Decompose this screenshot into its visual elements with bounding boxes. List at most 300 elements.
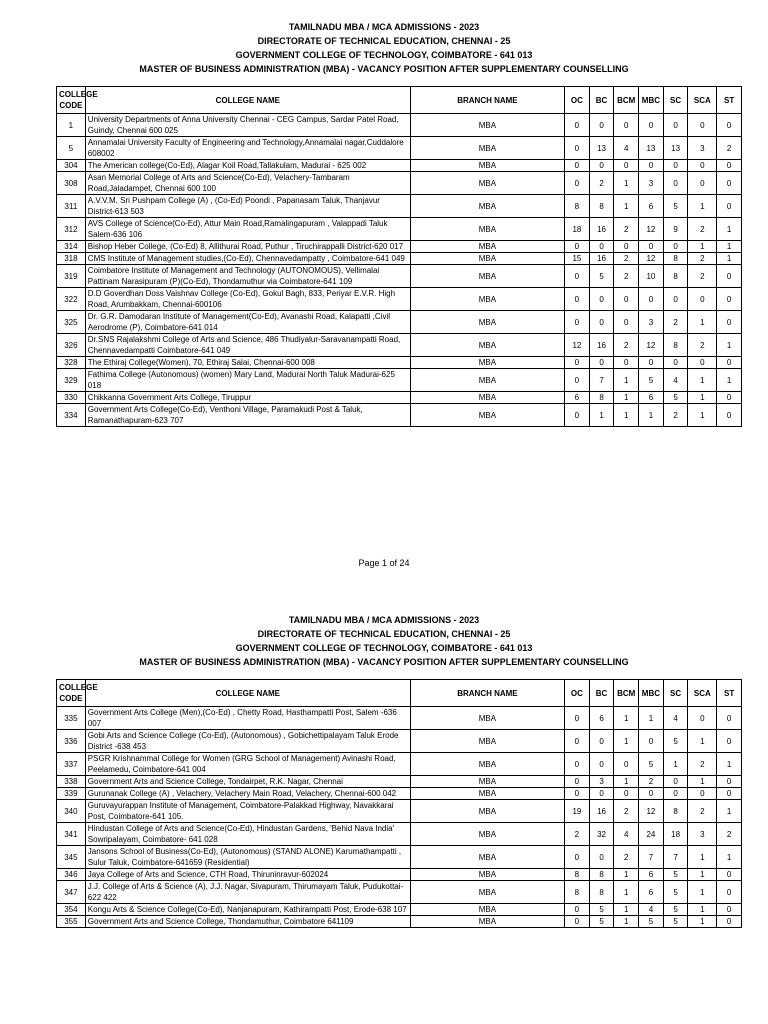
branch-name-cell: MBA <box>410 195 564 218</box>
sca-cell: 3 <box>688 823 717 846</box>
oc-cell: 0 <box>565 904 590 916</box>
college-name-cell: Fathima College (Autonomous) (women) Mary Land, Madurai North Taluk Madurai-625 018 <box>85 369 410 392</box>
college-code-cell: 339 <box>57 788 86 800</box>
oc-cell: 0 <box>565 311 590 334</box>
mbc-cell: 0 <box>639 288 664 311</box>
sc-cell: 0 <box>663 114 688 137</box>
mbc-cell: 12 <box>639 218 664 241</box>
sc-cell: 8 <box>663 800 688 823</box>
st-cell: 0 <box>717 114 742 137</box>
st-cell: 0 <box>717 904 742 916</box>
sc-cell: 0 <box>663 172 688 195</box>
column-header-sc: SC <box>663 680 688 707</box>
st-cell: 0 <box>717 265 742 288</box>
sc-cell: 5 <box>663 195 688 218</box>
college-code-cell: 336 <box>57 730 86 753</box>
mbc-cell: 6 <box>639 392 664 404</box>
bcm-cell: 1 <box>614 707 639 730</box>
table-row <box>57 218 742 241</box>
oc-cell: 18 <box>565 218 590 241</box>
sca-cell: 0 <box>688 707 717 730</box>
table-row <box>57 707 742 730</box>
st-cell: 0 <box>717 916 742 928</box>
oc-cell: 0 <box>565 730 590 753</box>
college-name-cell: Government Arts College (Men),(Co-Ed) , Chetty Road, Hasthampatti Post, Salem -636 007 <box>85 707 410 730</box>
column-header-bc: BC <box>589 680 614 707</box>
sca-cell: 0 <box>688 172 717 195</box>
column-header-mbc: MBC <box>639 87 664 114</box>
mbc-cell: 6 <box>639 881 664 904</box>
st-cell: 1 <box>717 753 742 776</box>
table-row <box>57 160 742 172</box>
college-code-cell: 337 <box>57 753 86 776</box>
college-name-cell: Jansons School of Business(Co-Ed), (Autonomous) (STAND ALONE) Karumathampatti , Sulur Taluk, Coimbatore-641659 (Residential) <box>85 846 410 869</box>
sc-cell: 5 <box>663 881 688 904</box>
sc-cell: 0 <box>663 288 688 311</box>
college-name-cell: Government Arts and Science College, Thondamuthur, Coimbatore 641109 <box>85 916 410 928</box>
college-code-cell: 308 <box>57 172 86 195</box>
mbc-cell: 12 <box>639 334 664 357</box>
oc-cell: 8 <box>565 869 590 881</box>
sca-cell: 1 <box>688 311 717 334</box>
branch-name-cell: MBA <box>410 288 564 311</box>
bcm-cell: 2 <box>614 253 639 265</box>
college-code-cell: 328 <box>57 357 86 369</box>
st-cell: 0 <box>717 195 742 218</box>
bc-cell: 8 <box>589 869 614 881</box>
st-cell: 1 <box>717 253 742 265</box>
table-row <box>57 869 742 881</box>
sc-cell: 4 <box>663 369 688 392</box>
mbc-cell: 12 <box>639 253 664 265</box>
bcm-cell: 1 <box>614 776 639 788</box>
branch-name-cell: MBA <box>410 172 564 195</box>
branch-name-cell: MBA <box>410 846 564 869</box>
mbc-cell: 7 <box>639 846 664 869</box>
college-name-cell: Kongu Arts & Science College(Co-Ed), Nanjanapuram, Kathirampatti Post, Erode-638 107 <box>85 904 410 916</box>
table-row <box>57 288 742 311</box>
bc-cell: 3 <box>589 776 614 788</box>
college-name-cell: Gobi Arts and Science College (Co-Ed), (Autonomous) , Gobichettipalayam Taluk Erode District -638 453 <box>85 730 410 753</box>
document-header <box>0 0 768 76</box>
header-line-1: TAMILNADU MBA / MCA ADMISSIONS - 2023 <box>288 22 480 32</box>
college-code-cell: 312 <box>57 218 86 241</box>
column-header-bc: BC <box>589 87 614 114</box>
college-name-cell: A.V.V.M. Sri Pushpam College (A) , (Co-Ed) Poondi , Papanasam Taluk, Thanjavur District-613 503 <box>85 195 410 218</box>
column-header-oc: OC <box>565 87 590 114</box>
college-name-cell: AVS College of Science(Co-Ed), Attur Main Road,Ramalingapuram , Valappadi Taluk Salem-636 106 <box>85 218 410 241</box>
bcm-cell: 0 <box>614 288 639 311</box>
bcm-cell: 2 <box>614 265 639 288</box>
college-name-cell: Annamalai University Faculty of Engineering and Technology,Annamalai nagar,Cuddalore 608002 <box>85 137 410 160</box>
page-number: Page 1 of 24 <box>358 558 410 568</box>
header-line-4: MASTER OF BUSINESS ADMINISTRATION (MBA) - VACANCY POSITION AFTER SUPPLEMENTARY COUNSELLING <box>139 64 629 74</box>
mbc-cell: 1 <box>639 707 664 730</box>
column-header-branch-name: BRANCH NAME <box>410 87 564 114</box>
branch-name-cell: MBA <box>410 369 564 392</box>
st-cell: 0 <box>717 776 742 788</box>
oc-cell: 0 <box>565 241 590 253</box>
table-row <box>57 788 742 800</box>
college-code-cell: 346 <box>57 869 86 881</box>
college-name-cell: D.D Goverdhan Doss Vaishnav College (Co-Ed), Gokul Bagh, 833, Periyar E.V.R. High Road, Arumbakkam, Chennai-600106 <box>85 288 410 311</box>
column-header-sc: SC <box>663 87 688 114</box>
oc-cell: 0 <box>565 753 590 776</box>
sc-cell: 0 <box>663 241 688 253</box>
college-code-cell: 330 <box>57 392 86 404</box>
document-header-page-2 <box>0 596 768 669</box>
college-name-cell: Dr.SNS Rajalakshmi College of Arts and Science, 486 Thudiyalur-Saravanampatti Road, Chennavedampatti Coimbatore-641 049 <box>85 334 410 357</box>
college-name-cell: Guruvayurappan Institute of Management, Coimbatore-Palakkad Highway, Navakkarai Post, Coimbatore-641 105. <box>85 800 410 823</box>
table-row <box>57 823 742 846</box>
branch-name-cell: MBA <box>410 788 564 800</box>
bc-cell: 5 <box>589 916 614 928</box>
table-row <box>57 730 742 753</box>
mbc-cell: 12 <box>639 800 664 823</box>
oc-cell: 8 <box>565 195 590 218</box>
sc-cell: 0 <box>663 160 688 172</box>
st-cell: 0 <box>717 357 742 369</box>
column-header-bcm: BCM <box>614 87 639 114</box>
college-code-cell: 5 <box>57 137 86 160</box>
sc-cell: 2 <box>663 311 688 334</box>
table-row <box>57 114 742 137</box>
sc-cell: 7 <box>663 846 688 869</box>
sc-cell: 5 <box>663 392 688 404</box>
sca-cell: 2 <box>688 753 717 776</box>
sca-cell: 1 <box>688 730 717 753</box>
oc-cell: 12 <box>565 334 590 357</box>
branch-name-cell: MBA <box>410 800 564 823</box>
bc-cell: 0 <box>589 730 614 753</box>
table-row <box>57 776 742 788</box>
college-name-cell: The American college(Co-Ed), Alagar Koil Road,Tallakulam, Madurai - 625 002 <box>85 160 410 172</box>
sca-cell: 1 <box>688 404 717 427</box>
mbc-cell: 0 <box>639 241 664 253</box>
table-row <box>57 253 742 265</box>
column-header-college-code: COLLEGE CODE <box>57 680 86 707</box>
mbc-cell: 6 <box>639 869 664 881</box>
bc-cell: 5 <box>589 265 614 288</box>
header-line-1: TAMILNADU MBA / MCA ADMISSIONS - 2023 <box>288 615 480 625</box>
header-line-3: GOVERNMENT COLLEGE OF TECHNOLOGY, COIMBATORE - 641 013 <box>235 643 533 653</box>
st-cell: 1 <box>717 334 742 357</box>
bc-cell: 0 <box>589 114 614 137</box>
st-cell: 1 <box>717 800 742 823</box>
sca-cell: 2 <box>688 218 717 241</box>
bcm-cell: 4 <box>614 137 639 160</box>
bcm-cell: 1 <box>614 404 639 427</box>
mbc-cell: 5 <box>639 916 664 928</box>
st-cell: 0 <box>717 869 742 881</box>
college-code-cell: 326 <box>57 334 86 357</box>
table-row <box>57 357 742 369</box>
table-row <box>57 904 742 916</box>
college-code-cell: 335 <box>57 707 86 730</box>
bcm-cell: 1 <box>614 392 639 404</box>
college-name-cell: CMS Institute of Management studies,(Co-Ed), Chennavedampatty , Coimbatore-641 049 <box>85 253 410 265</box>
page-2 <box>0 596 768 669</box>
college-code-cell: 322 <box>57 288 86 311</box>
bc-cell: 2 <box>589 172 614 195</box>
mbc-cell: 0 <box>639 114 664 137</box>
college-code-cell: 345 <box>57 846 86 869</box>
column-header-oc: OC <box>565 680 590 707</box>
branch-name-cell: MBA <box>410 311 564 334</box>
column-header-mbc: MBC <box>639 680 664 707</box>
mbc-cell: 5 <box>639 369 664 392</box>
bc-cell: 6 <box>589 707 614 730</box>
college-name-cell: Dr. G.R. Damodaran Institute of Management(Co-Ed), Avanashi Road, Kalapatti ,Civil Aerodrome (P), Coimbatore-641 014 <box>85 311 410 334</box>
sca-cell: 0 <box>688 288 717 311</box>
branch-name-cell: MBA <box>410 404 564 427</box>
oc-cell: 0 <box>565 846 590 869</box>
st-cell: 0 <box>717 730 742 753</box>
college-name-cell: Hindustan College of Arts and Science(Co-Ed), Hindustan Gardens, 'Behid Nava India' Sowripalayam, Coimbatore- 641 028 <box>85 823 410 846</box>
oc-cell: 0 <box>565 265 590 288</box>
college-name-cell: Gurunanak College (A) , Velachery, Velachery Main Road, Velachery, Chennai-600 042 <box>85 788 410 800</box>
college-code-cell: 318 <box>57 253 86 265</box>
branch-name-cell: MBA <box>410 730 564 753</box>
college-name-cell: PSGR Krishnammal College for Women (GRG School of Management) Avinashi Road, Peelamedu, Coimbatore-641 004 <box>85 753 410 776</box>
sc-cell: 4 <box>663 707 688 730</box>
bc-cell: 0 <box>589 288 614 311</box>
college-name-cell: Government Arts and Science College, Tondairpet, R.K. Nagar, Chennai <box>85 776 410 788</box>
college-name-cell: University Departments of Anna University Chennai - CEG Campus, Sardar Patel Road, Guindy, Chennai 600 025 <box>85 114 410 137</box>
bcm-cell: 0 <box>614 357 639 369</box>
mbc-cell: 0 <box>639 788 664 800</box>
branch-name-cell: MBA <box>410 218 564 241</box>
table-row <box>57 369 742 392</box>
sca-cell: 1 <box>688 369 717 392</box>
oc-cell: 0 <box>565 707 590 730</box>
column-header-college-code: COLLEGE CODE <box>57 87 86 114</box>
column-header-bcm: BCM <box>614 680 639 707</box>
sca-cell: 1 <box>688 916 717 928</box>
sca-cell: 2 <box>688 265 717 288</box>
college-code-cell: 325 <box>57 311 86 334</box>
bcm-cell: 0 <box>614 241 639 253</box>
branch-name-cell: MBA <box>410 265 564 288</box>
st-cell: 1 <box>717 241 742 253</box>
sc-cell: 13 <box>663 137 688 160</box>
college-name-cell: Asan Memorial College of Arts and Science(Co-Ed), Velachery-Tambaram Road,Jaladampet, Chennai 600 100 <box>85 172 410 195</box>
branch-name-cell: MBA <box>410 357 564 369</box>
bc-cell: 16 <box>589 800 614 823</box>
oc-cell: 2 <box>565 823 590 846</box>
table-header-row <box>57 87 742 114</box>
branch-name-cell: MBA <box>410 137 564 160</box>
oc-cell: 19 <box>565 800 590 823</box>
bcm-cell: 0 <box>614 160 639 172</box>
branch-name-cell: MBA <box>410 707 564 730</box>
oc-cell: 0 <box>565 172 590 195</box>
sca-cell: 0 <box>688 160 717 172</box>
bcm-cell: 2 <box>614 334 639 357</box>
bc-cell: 5 <box>589 904 614 916</box>
bc-cell: 32 <box>589 823 614 846</box>
mbc-cell: 0 <box>639 160 664 172</box>
sc-cell: 8 <box>663 253 688 265</box>
column-header-sca: SCA <box>688 87 717 114</box>
table-row <box>57 404 742 427</box>
mbc-cell: 10 <box>639 265 664 288</box>
bcm-cell: 1 <box>614 730 639 753</box>
sca-cell: 2 <box>688 253 717 265</box>
mbc-cell: 3 <box>639 172 664 195</box>
oc-cell: 0 <box>565 369 590 392</box>
bc-cell: 0 <box>589 241 614 253</box>
sca-cell: 1 <box>688 195 717 218</box>
sca-cell: 0 <box>688 114 717 137</box>
st-cell: 0 <box>717 788 742 800</box>
sc-cell: 2 <box>663 404 688 427</box>
st-cell: 0 <box>717 311 742 334</box>
header-line-4: MASTER OF BUSINESS ADMINISTRATION (MBA) - VACANCY POSITION AFTER SUPPLEMENTARY COUNSELLING <box>139 657 629 667</box>
branch-name-cell: MBA <box>410 776 564 788</box>
bc-cell: 0 <box>589 788 614 800</box>
table-header-row <box>57 680 742 707</box>
bc-cell: 16 <box>589 334 614 357</box>
oc-cell: 0 <box>565 788 590 800</box>
bcm-cell: 0 <box>614 788 639 800</box>
sc-cell: 1 <box>663 753 688 776</box>
bcm-cell: 2 <box>614 800 639 823</box>
bc-cell: 8 <box>589 392 614 404</box>
sc-cell: 0 <box>663 776 688 788</box>
sca-cell: 1 <box>688 846 717 869</box>
college-code-cell: 311 <box>57 195 86 218</box>
column-header-st: ST <box>717 87 742 114</box>
college-name-cell: Chikkanna Government Arts College, Tiruppur <box>85 392 410 404</box>
college-code-cell: 347 <box>57 881 86 904</box>
oc-cell: 0 <box>565 137 590 160</box>
mbc-cell: 6 <box>639 195 664 218</box>
sca-cell: 2 <box>688 334 717 357</box>
mbc-cell: 24 <box>639 823 664 846</box>
mbc-cell: 0 <box>639 730 664 753</box>
college-code-cell: 334 <box>57 404 86 427</box>
branch-name-cell: MBA <box>410 904 564 916</box>
sc-cell: 9 <box>663 218 688 241</box>
table-row <box>57 241 742 253</box>
page-1 <box>0 0 768 76</box>
bcm-cell: 1 <box>614 369 639 392</box>
college-code-cell: 319 <box>57 265 86 288</box>
branch-name-cell: MBA <box>410 253 564 265</box>
bc-cell: 8 <box>589 195 614 218</box>
sc-cell: 18 <box>663 823 688 846</box>
branch-name-cell: MBA <box>410 392 564 404</box>
college-code-cell: 338 <box>57 776 86 788</box>
bc-cell: 16 <box>589 253 614 265</box>
sca-cell: 0 <box>688 788 717 800</box>
college-code-cell: 1 <box>57 114 86 137</box>
mbc-cell: 2 <box>639 776 664 788</box>
branch-name-cell: MBA <box>410 753 564 776</box>
st-cell: 0 <box>717 392 742 404</box>
header-line-2: DIRECTORATE OF TECHNICAL EDUCATION, CHENNAI - 25 <box>257 36 511 46</box>
header-line-2: DIRECTORATE OF TECHNICAL EDUCATION, CHENNAI - 25 <box>257 629 511 639</box>
mbc-cell: 0 <box>639 357 664 369</box>
st-cell: 0 <box>717 404 742 427</box>
bc-cell: 0 <box>589 753 614 776</box>
sca-cell: 1 <box>688 392 717 404</box>
table-row <box>57 334 742 357</box>
mbc-cell: 13 <box>639 137 664 160</box>
college-code-cell: 340 <box>57 800 86 823</box>
column-header-college-name: COLLEGE NAME <box>85 680 410 707</box>
st-cell: 1 <box>717 846 742 869</box>
branch-name-cell: MBA <box>410 869 564 881</box>
bcm-cell: 1 <box>614 916 639 928</box>
oc-cell: 8 <box>565 881 590 904</box>
sca-cell: 1 <box>688 776 717 788</box>
branch-name-cell: MBA <box>410 916 564 928</box>
mbc-cell: 5 <box>639 753 664 776</box>
bcm-cell: 0 <box>614 311 639 334</box>
table-row <box>57 172 742 195</box>
mbc-cell: 1 <box>639 404 664 427</box>
sca-cell: 2 <box>688 800 717 823</box>
st-cell: 0 <box>717 881 742 904</box>
table-row <box>57 265 742 288</box>
college-code-cell: 341 <box>57 823 86 846</box>
branch-name-cell: MBA <box>410 241 564 253</box>
college-name-cell: Bishop Heber College, (Co-Ed) 8, Allithurai Road, Puthur , Tiruchirappalli District-620 017 <box>85 241 410 253</box>
bcm-cell: 0 <box>614 753 639 776</box>
college-code-cell: 355 <box>57 916 86 928</box>
branch-name-cell: MBA <box>410 334 564 357</box>
bcm-cell: 1 <box>614 904 639 916</box>
college-code-cell: 314 <box>57 241 86 253</box>
column-header-sca: SCA <box>688 680 717 707</box>
bc-cell: 7 <box>589 369 614 392</box>
bc-cell: 0 <box>589 311 614 334</box>
oc-cell: 6 <box>565 392 590 404</box>
sca-cell: 1 <box>688 241 717 253</box>
college-code-cell: 329 <box>57 369 86 392</box>
oc-cell: 0 <box>565 114 590 137</box>
bcm-cell: 2 <box>614 218 639 241</box>
college-name-cell: The Ethiraj College(Women), 70, Ethiraj Salai, Chennai-600 008 <box>85 357 410 369</box>
table-row <box>57 311 742 334</box>
st-cell: 2 <box>717 137 742 160</box>
oc-cell: 0 <box>565 357 590 369</box>
vacancy-table-page-2 <box>56 679 742 928</box>
bc-cell: 16 <box>589 218 614 241</box>
sca-cell: 0 <box>688 357 717 369</box>
sca-cell: 1 <box>688 881 717 904</box>
college-code-cell: 354 <box>57 904 86 916</box>
sc-cell: 5 <box>663 904 688 916</box>
table-row <box>57 753 742 776</box>
sc-cell: 5 <box>663 869 688 881</box>
bc-cell: 13 <box>589 137 614 160</box>
table-row <box>57 800 742 823</box>
column-header-branch-name: BRANCH NAME <box>410 680 564 707</box>
vacancy-table-page-1 <box>56 86 742 427</box>
sca-cell: 1 <box>688 869 717 881</box>
table-row <box>57 881 742 904</box>
bcm-cell: 1 <box>614 869 639 881</box>
sc-cell: 0 <box>663 788 688 800</box>
bc-cell: 0 <box>589 846 614 869</box>
bc-cell: 1 <box>589 404 614 427</box>
column-header-st: ST <box>717 680 742 707</box>
college-code-cell: 304 <box>57 160 86 172</box>
bcm-cell: 1 <box>614 195 639 218</box>
